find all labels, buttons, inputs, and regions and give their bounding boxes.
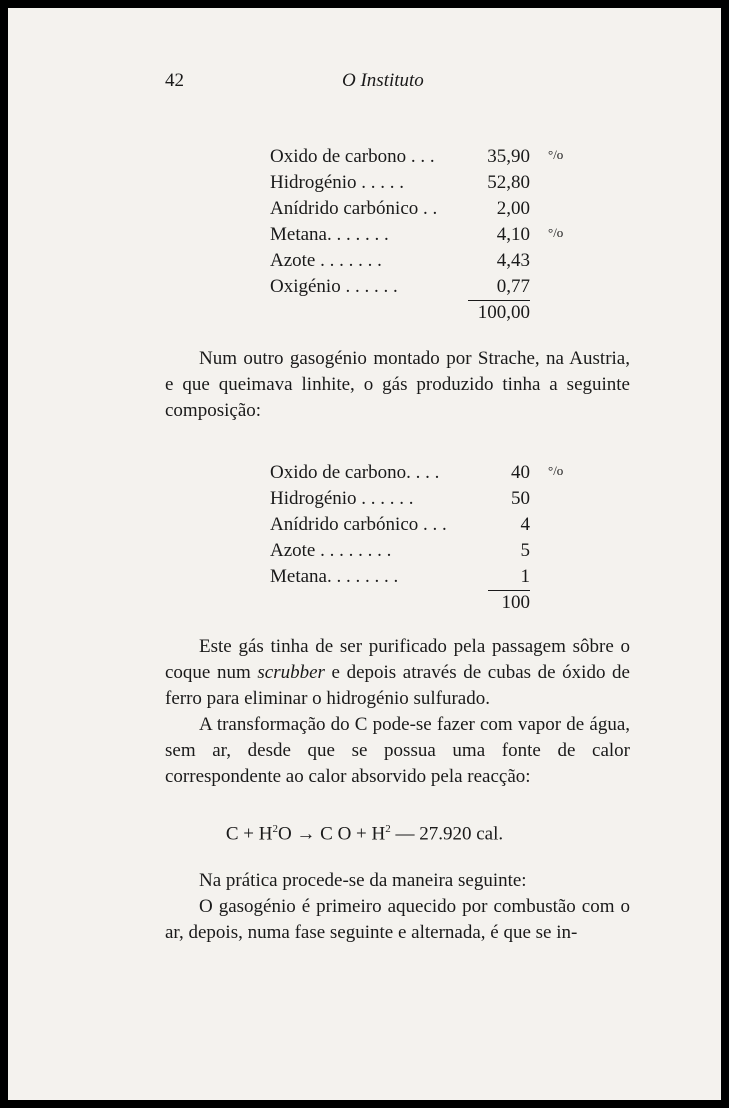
running-title: O Instituto: [342, 70, 424, 91]
table-total: 100: [501, 592, 530, 613]
row-label: Azote . . . . . . . .: [270, 540, 392, 561]
row-label: Metana. . . . . . .: [270, 224, 389, 245]
row-value: 0,77: [496, 276, 530, 297]
paragraph-gasogenio: O gasogénio é primeiro aquecido por combustão com o ar, depois, numa fase seguinte e alternada, é que se in-: [165, 896, 630, 943]
table-total: 100,00: [477, 302, 530, 323]
table-row: [270, 222, 600, 248]
table-row: [270, 486, 600, 512]
page-number: 42: [165, 70, 184, 91]
row-value: 2,00: [496, 198, 530, 219]
composition-table-1: [270, 144, 600, 323]
table-row: [270, 512, 600, 538]
row-label: Azote . . . . . . .: [270, 250, 382, 271]
book-page: [8, 8, 721, 1100]
row-value: 5: [520, 540, 530, 561]
table-row: [270, 274, 600, 300]
row-label: Anídrido carbónico . . .: [270, 514, 447, 535]
table-row: [270, 170, 600, 196]
equation-middle: O → C O + H: [277, 823, 386, 845]
table-row: [270, 196, 600, 222]
paragraph-purification: [165, 634, 630, 712]
table-row: [270, 538, 600, 564]
row-value: 4: [520, 514, 530, 535]
sum-rule: [488, 590, 530, 591]
paragraph-practice: Na prática procede-se da maneira seguinte:: [199, 870, 527, 891]
equation-subscript: 2: [385, 823, 391, 835]
row-label: Hidrogénio . . . . .: [270, 172, 405, 193]
paragraph-text: e depois através de cubas de óxido de ferro para eliminar o hidrogénio sulfurado.: [165, 662, 630, 709]
row-value: 35,90: [487, 146, 530, 167]
sum-rule: [468, 300, 530, 301]
scrubber-term: scrubber: [257, 662, 325, 683]
row-value: 50: [511, 488, 530, 509]
row-unit: °/o: [548, 225, 564, 240]
row-value: 4,10: [496, 224, 530, 245]
row-label: Oxido de carbono. . . .: [270, 462, 440, 483]
reaction-equation: [8, 816, 721, 847]
row-label: Metana. . . . . . . .: [270, 566, 399, 587]
paragraph-transformation: A transformação do C pode-se fazer com vapor de água, sem ar, desde que se possua uma fonte de calor correspondente ao calor absorvido pela reacção:: [165, 714, 630, 787]
row-unit: °/o: [548, 463, 564, 478]
row-value: 1: [520, 566, 530, 587]
table-row: [270, 564, 600, 590]
table-row: [270, 248, 600, 274]
row-value: 4,43: [496, 250, 530, 271]
row-value: 40: [511, 462, 530, 483]
row-unit: °/o: [548, 147, 564, 162]
row-label: Oxigénio . . . . . .: [270, 276, 398, 297]
table-row: [270, 144, 600, 170]
equation-subscript: 2: [272, 823, 278, 835]
equation-lhs: C + H: [225, 823, 273, 845]
row-label: Hidrogénio . . . . . .: [270, 488, 414, 509]
row-label: Anídrido carbónico . .: [270, 198, 438, 219]
table-row: [270, 460, 600, 486]
paragraph-strache: Num outro gasogénio montado por Strache, na Austria, e que queimava linhite, o gás produzido tinha a seguinte composição:: [165, 348, 630, 421]
page-header: [8, 70, 721, 98]
composition-table-2: [270, 460, 600, 613]
equation-rhs: — 27.920 cal.: [390, 823, 504, 845]
row-value: 52,80: [487, 172, 530, 193]
row-label: Oxido de carbono . . .: [270, 146, 435, 167]
paragraph-text: Este gás tinha de ser purificado pela passagem sôbre o coque num: [165, 636, 630, 683]
